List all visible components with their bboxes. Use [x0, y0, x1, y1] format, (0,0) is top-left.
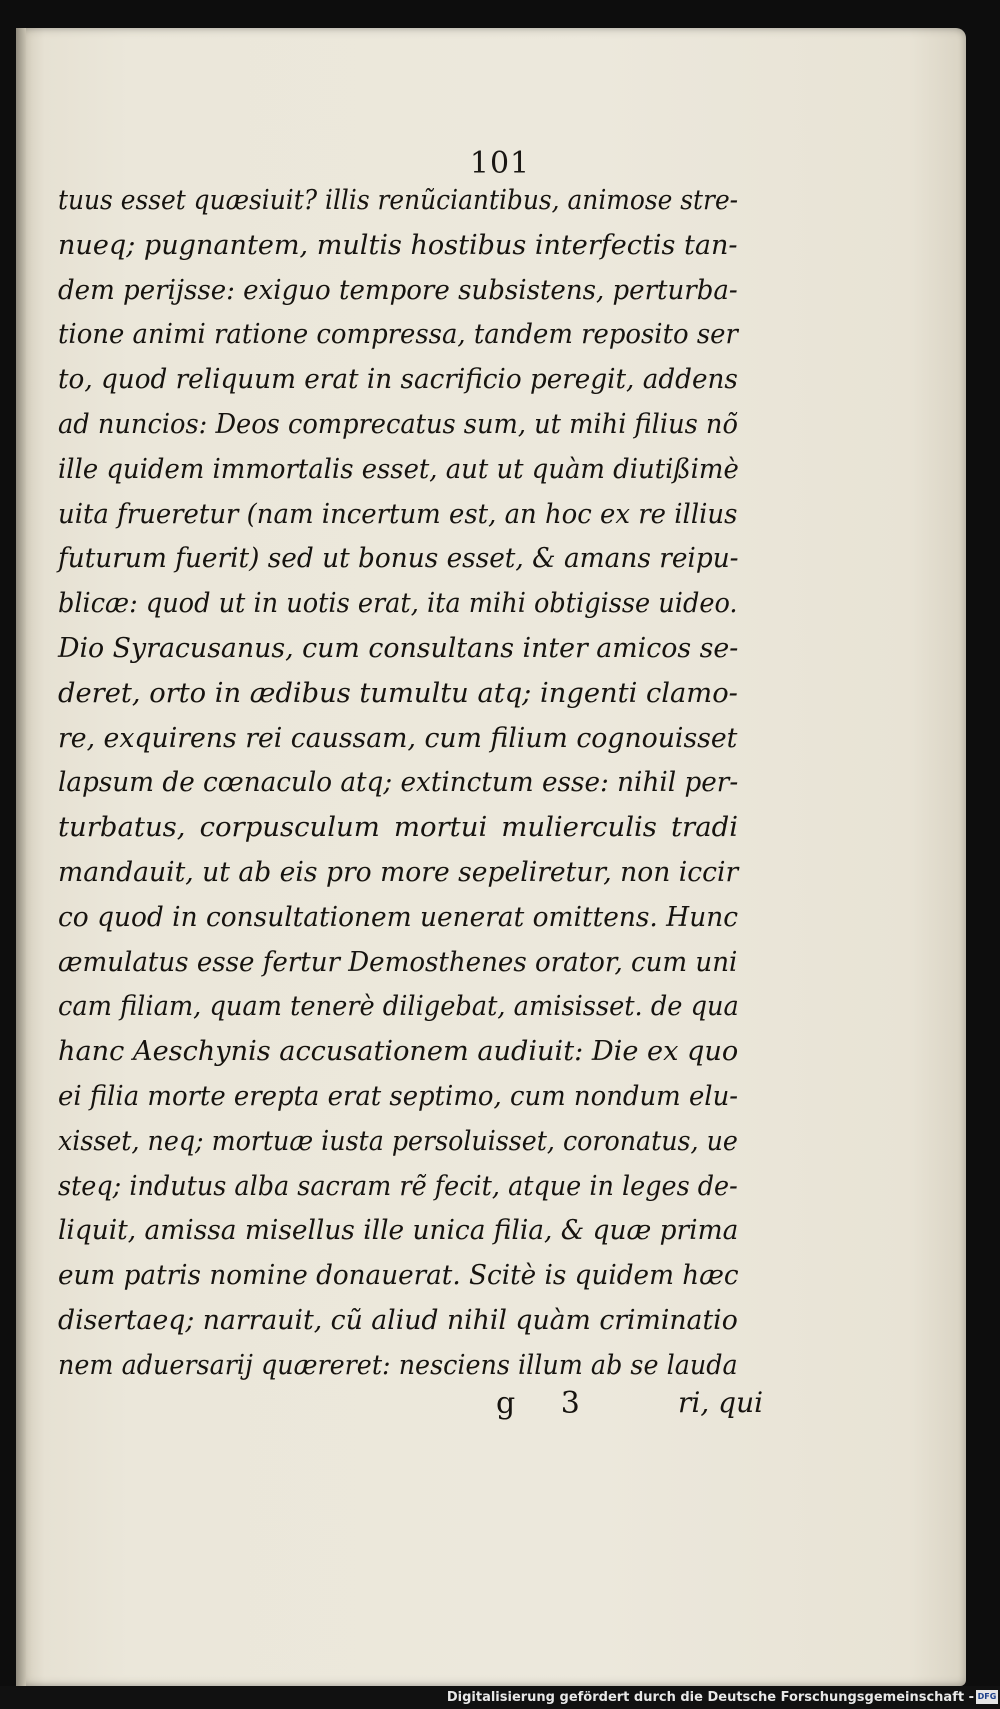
- text-line: futurum fuerit) sed ut bonus esset, & amans reipu-: [58, 542, 739, 575]
- text-line: turbatus, corpusculum mortui mulierculis tradi: [58, 811, 738, 844]
- signature-mark: g 3: [496, 1386, 598, 1421]
- text-line: tuus esset quæsiuit? illis renũciantibus, animose stre-: [58, 184, 739, 216]
- text-line: nem aduersarij quæreret: nesciens illum ab se lauda: [58, 1348, 738, 1381]
- dfg-logo-icon: DFG: [976, 1690, 998, 1704]
- text-line: disertaeq; narrauit, cũ aliud nihil quàm criminatio: [58, 1303, 738, 1336]
- text-line: ei filia morte erepta erat septimo, cum nondum elu-: [58, 1079, 739, 1112]
- body-text: [58, 178, 738, 1388]
- text-line: steq; indutus alba sacram rẽ fecit, atque in leges de-: [58, 1169, 738, 1202]
- text-line: lapsum de cœnaculo atq; extinctum esse: nihil per-: [58, 766, 739, 799]
- text-line: eum patris nomine donauerat. Scitè is quidem hæc: [58, 1259, 739, 1292]
- text-line: blicæ: quod ut in uotis erat, ita mihi obtigisse uideo.: [58, 587, 738, 620]
- text-line: to, quod reliquum erat in sacrificio peregit, addens: [58, 363, 738, 396]
- text-line: æmulatus esse fertur Demosthenes orator, cum uni: [58, 945, 738, 978]
- text-line: cam filiam, quam tenerè diligebat, amisisset. de qua: [58, 990, 739, 1023]
- text-line: dem perijsse: exiguo tempore subsistens, perturba-: [58, 273, 738, 306]
- page-foot: [0, 1386, 1000, 1436]
- page-number: 101: [469, 146, 531, 181]
- text-line: xisset, neq; mortuæ iusta persoluisset, coronatus, ue: [58, 1124, 738, 1157]
- text-line: mandauit, ut ab eis pro more sepeliretur, non iccir: [58, 855, 739, 888]
- text-line: uita frueretur (nam incertum est, an hoc ex re illius: [58, 497, 738, 530]
- text-line: liquit, amissa misellus ille unica filia, & quæ prima: [58, 1214, 739, 1247]
- footer-credit-text: Digitalisierung gefördert durch die Deutsche Forschungsgemeinschaft -: [446, 1690, 974, 1705]
- text-line: nueq; pugnantem, multis hostibus interfectis tan-: [58, 228, 738, 261]
- digitization-footer: [0, 1686, 1000, 1709]
- text-line: deret, orto in ædibus tumultu atq; ingenti clamo-: [58, 676, 738, 709]
- text-line: hanc Aeschynis accusationem audiuit: Die ex quo: [58, 1035, 739, 1068]
- text-line: tione animi ratione compressa, tandem reposito ser: [58, 318, 738, 351]
- text-line: re, exquirens rei caussam, cum filium cognouisset: [58, 721, 738, 754]
- text-line: ille quidem immortalis esset, aut ut quàm diutißimè: [58, 452, 739, 485]
- catchword: ri, qui: [678, 1386, 764, 1419]
- text-line: co quod in consultationem uenerat omittens. Hunc: [58, 900, 738, 933]
- page-gutter-edge: [16, 28, 26, 1686]
- text-line: ad nuncios: Deos comprecatus sum, ut mihi filius nõ: [58, 407, 738, 440]
- text-line: Dio Syracusanus, cum consultans inter amicos se-: [58, 631, 739, 664]
